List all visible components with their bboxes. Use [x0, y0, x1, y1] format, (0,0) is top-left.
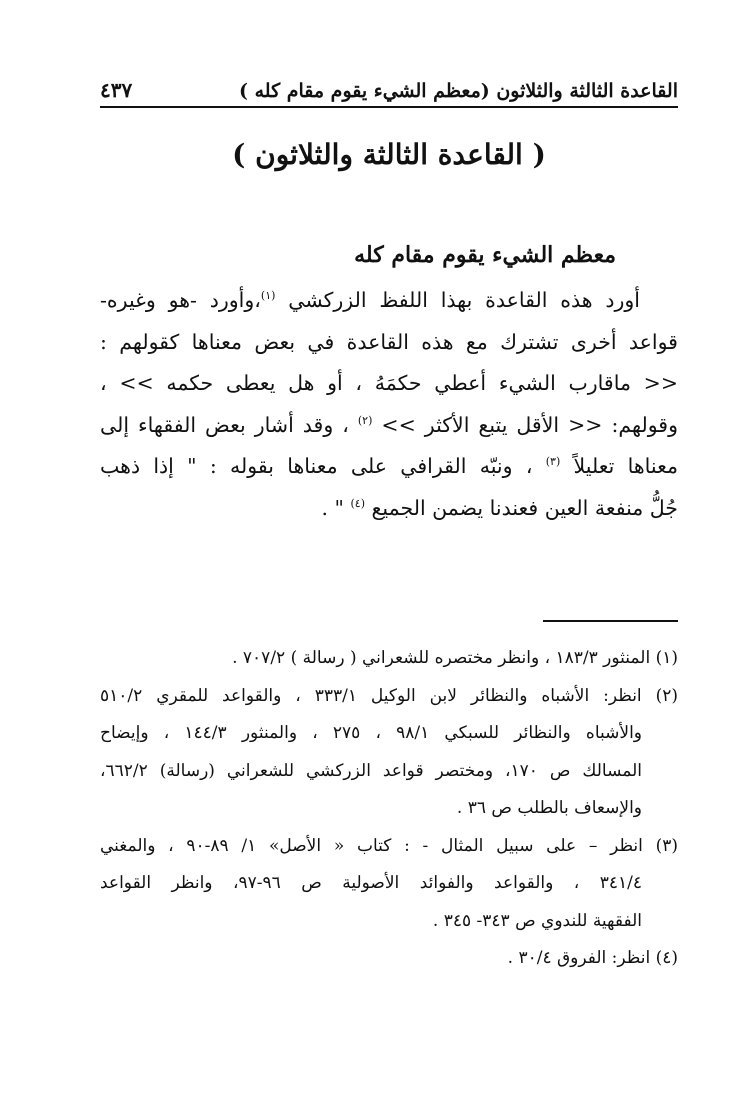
paragraph-line — [100, 280, 678, 322]
footnote-line: ٣٤١/٤ ، والقواعد والفوائد الأصولية ص ٩٦-٩٧، وانظر القواعد — [100, 873, 642, 893]
footnote-line: (٢) انظر: الأشباه والنظائر لابن الوكيل ٣٣٣/١ ، والقواعد للمقري ٥١٠/٢ — [100, 685, 678, 706]
chapter-heading: ( القاعدة الثالثة والثلاثون ) — [232, 138, 546, 171]
footnote-1 — [100, 640, 678, 678]
paragraph-line — [100, 405, 678, 447]
running-title: القاعدة الثالثة والثلاثون (معظم الشيء يقوم مقام كله ) — [238, 80, 678, 102]
footnote-ref: (٤) — [350, 496, 365, 510]
footnote-line: الفقهية للندوي ص ٣٤٣- ٣٤٥ . — [432, 910, 642, 931]
paragraph-line: قواعد أخرى تشترك مع هذه القاعدة في بعض معناها كقولهم : — [100, 329, 678, 354]
line-text: ، ونبّه القرافي على معناها بقوله : " إذا ذهب — [100, 454, 533, 478]
footnote-4 — [100, 940, 678, 978]
footnote-2 — [100, 678, 678, 828]
line-text: وقولهم: << الأقل يتبع الأكثر >> — [381, 412, 678, 437]
footnote-line: (٣) انظر – على سبيل المثال - : كتاب « الأصل» ١/ ٨٩-٩٠ ، والمغني — [100, 835, 678, 856]
paragraph-line: << ماقارب الشيء أعطي حكمَهُ ، أو هل يعطى حكمه >> ، — [100, 371, 678, 395]
footnote-3 — [100, 828, 678, 941]
paragraph-line — [100, 446, 678, 488]
footnote-ref: (٣) — [545, 455, 561, 469]
footnote-line: والإسعاف بالطلب ص ٣٦ . — [456, 798, 642, 818]
footnote-line: (٤) انظر: الفروق ٣٠/٤ . — [507, 948, 678, 968]
line-text: ، وقد أشار بعض الفقهاء إلى — [100, 412, 349, 437]
page-number: ٤٣٧ — [100, 78, 133, 102]
line-text: " . — [321, 495, 344, 520]
footnote-line: والأشباه والنظائر للسبكي ٩٨/١ ، ٢٧٥ ، والمنثور ١٤٤/٣ ، وإيضاح — [100, 723, 642, 743]
line-text: جُلُّ منفعة العين فعندنا يضمن الجميع — [371, 495, 678, 520]
running-header — [100, 62, 678, 108]
body-paragraph — [100, 280, 678, 529]
main-text — [100, 236, 678, 529]
paragraph-line — [100, 488, 678, 530]
line-text: أورد هذه القاعدة بهذا اللفظ الزركشي — [288, 288, 640, 312]
footnote-separator — [543, 620, 678, 622]
footnote-ref: (٢) — [357, 413, 373, 427]
rule-title: معظم الشيء يقوم مقام كله — [354, 242, 616, 268]
line-text: معناها تعليلاً — [573, 454, 678, 478]
footnote-line: (١) المنثور ١٨٣/٣ ، وانظر مختصره للشعراني ( رسالة ) ٧٠٧/٢ . — [232, 648, 678, 668]
footnote-ref: (١) — [260, 289, 276, 303]
line-text: ،وأورد -هو وغيره- — [100, 288, 261, 312]
footnote-line: المسالك ص ١٧٠، ومختصر قواعد الزركشي للشعراني (رسالة) ٦٦٢/٢، — [100, 760, 642, 781]
footnotes — [100, 640, 678, 978]
